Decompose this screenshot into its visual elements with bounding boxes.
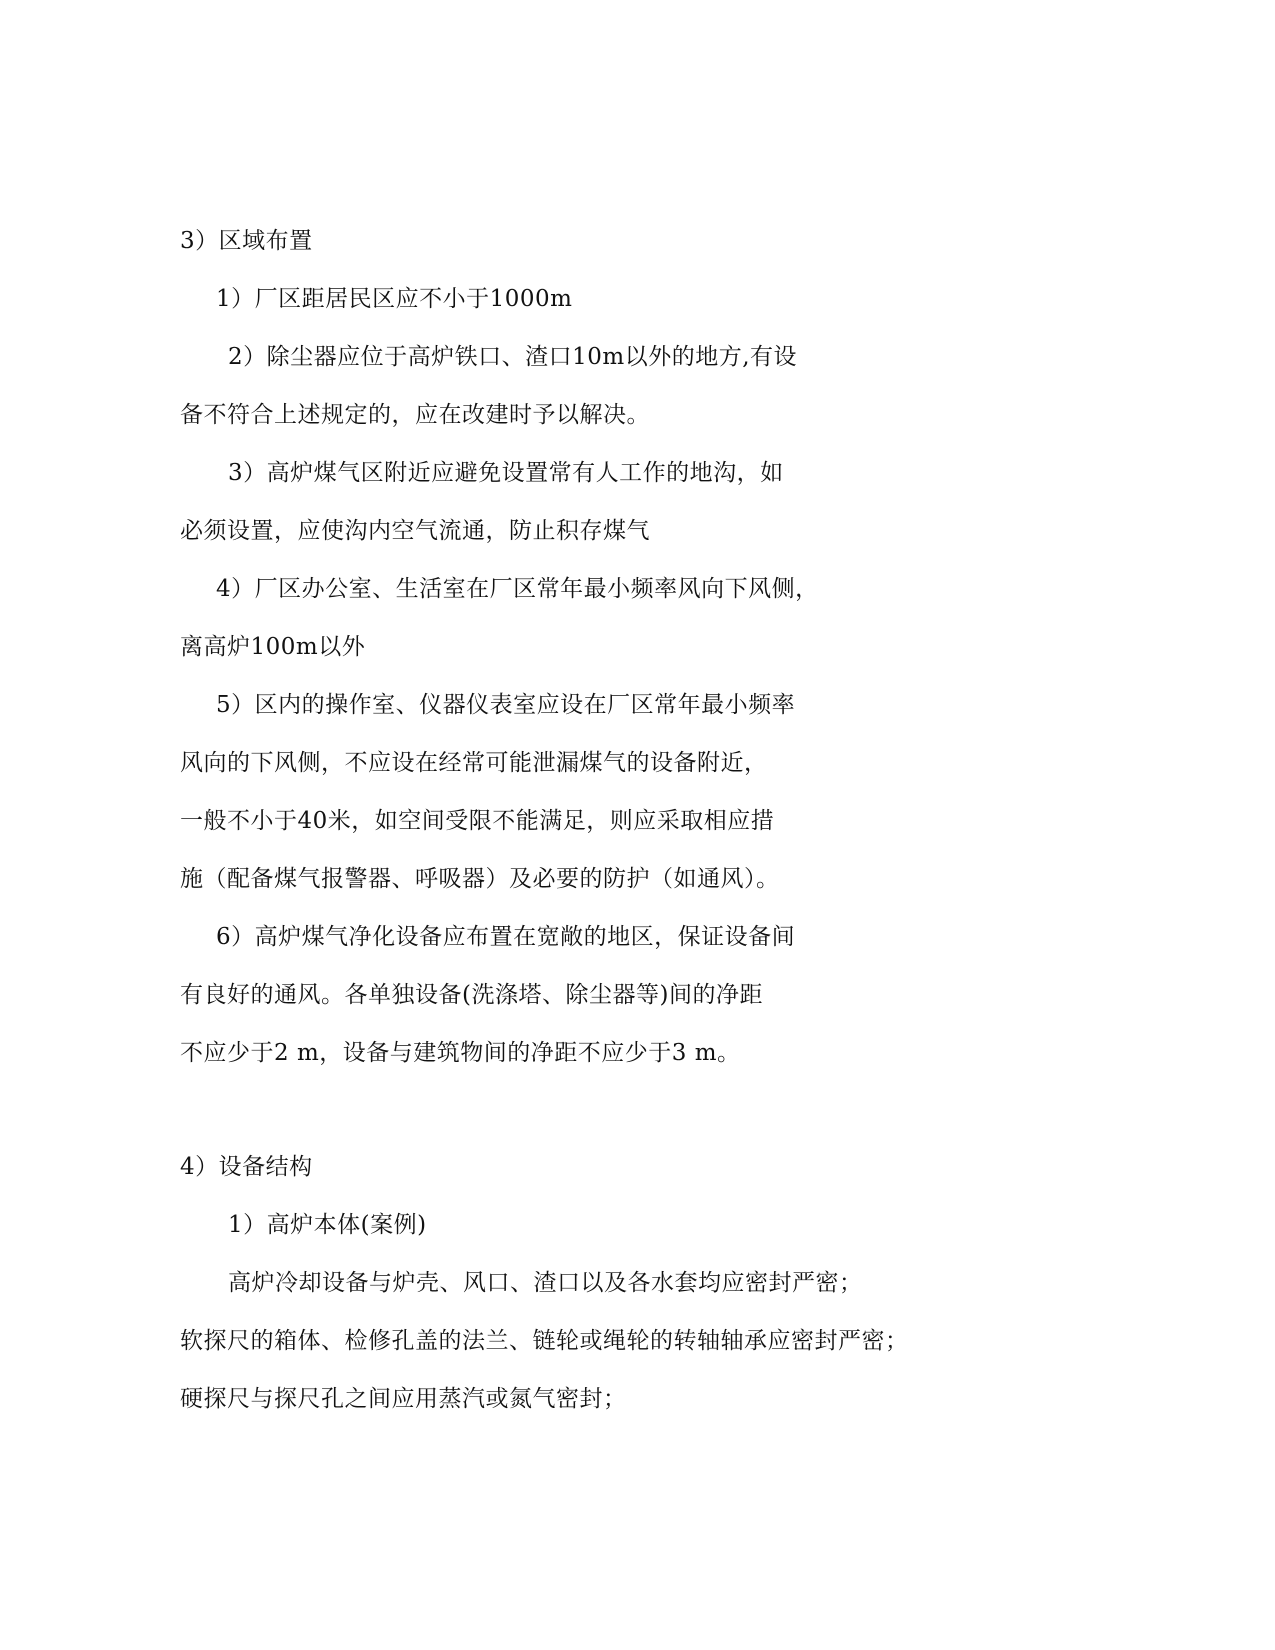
section-3-item-5-line-3: 一般不小于40米，如空间受限不能满足，则应采取相应措 xyxy=(180,808,775,834)
section-3-item-4-line-2: 离高炉100m以外 xyxy=(180,634,366,660)
section-3-heading: 3）区域布置 xyxy=(180,228,313,254)
section-3-item-5-line-2: 风向的下风侧，不应设在经常可能泄漏煤气的设备附近， xyxy=(180,750,768,776)
section-3-item-5-line-4: 施（配备煤气报警器、呼吸器）及必要的防护（如通风）。 xyxy=(180,866,780,892)
section-3-item-6-line-1: 6）高炉煤气净化设备应布置在宽敞的地区，保证设备间 xyxy=(216,924,796,950)
section-4-item-1-title: 1）高炉本体(案例) xyxy=(228,1212,427,1238)
section-3-item-5-line-1: 5）区内的操作室、仪器仪表室应设在厂区常年最小频率 xyxy=(216,692,796,718)
section-4-heading: 4）设备结构 xyxy=(180,1154,313,1180)
section-3-item-2-line-2: 备不符合上述规定的，应在改建时予以解决。 xyxy=(180,402,650,428)
section-3-item-2-line-1: 2）除尘器应位于高炉铁口、渣口10m以外的地方,有设 xyxy=(228,344,798,370)
section-3-item-3-line-1: 3）高炉煤气区附近应避免设置常有人工作的地沟，如 xyxy=(228,460,784,486)
section-3-item-3-line-2: 必须设置，应使沟内空气流通，防止积存煤气 xyxy=(180,518,650,544)
section-3-item-1: 1）厂区距居民区应不小于1000m xyxy=(216,286,573,312)
section-3-item-6-line-3: 不应少于2 m，设备与建筑物间的净距不应少于3 m。 xyxy=(180,1040,741,1066)
section-3-item-4-line-1: 4）厂区办公室、生活室在厂区常年最小频率风向下风侧， xyxy=(216,576,819,602)
section-4-paragraph-line-2: 软探尺的箱体、检修孔盖的法兰、链轮或绳轮的转轴轴承应密封严密； xyxy=(180,1328,909,1354)
section-4-paragraph-line-1: 高炉冷却设备与炉壳、风口、渣口以及各水套均应密封严密； xyxy=(228,1270,863,1296)
section-4-paragraph-line-3: 硬探尺与探尺孔之间应用蒸汽或氮气密封； xyxy=(180,1386,627,1412)
section-3-item-6-line-2: 有良好的通风。各单独设备(洗涤塔、除尘器等)间的净距 xyxy=(180,982,763,1008)
